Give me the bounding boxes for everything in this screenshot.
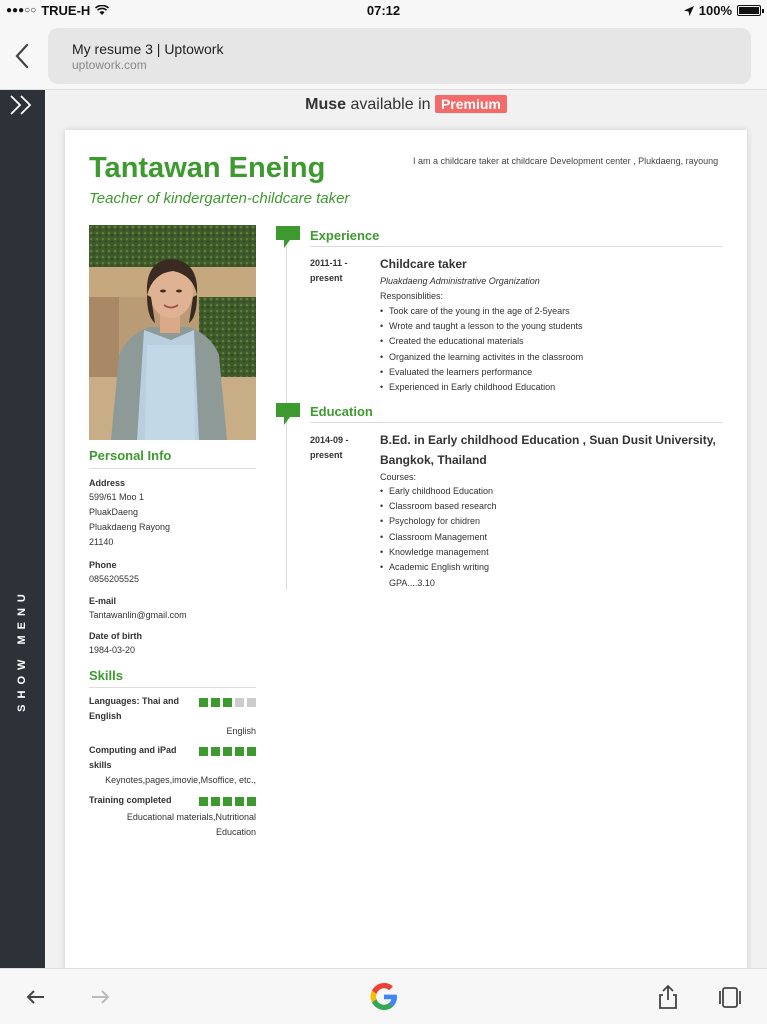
responsibilities-list bbox=[380, 306, 583, 397]
back-chevron-icon[interactable] bbox=[12, 42, 34, 70]
premium-banner bbox=[45, 95, 767, 114]
skill-level-square bbox=[235, 698, 244, 707]
skill-level-square bbox=[199, 747, 208, 756]
page-title: My resume 3 | Uptowork bbox=[72, 41, 224, 57]
carrier-name: TRUE-H bbox=[41, 3, 91, 18]
skill-level-square bbox=[223, 797, 232, 806]
divider bbox=[310, 422, 723, 423]
skill-level-square bbox=[223, 747, 232, 756]
skill-level-square bbox=[211, 698, 220, 707]
back-arrow-icon[interactable] bbox=[22, 983, 50, 1011]
address-line: Pluakdaeng Rayong bbox=[89, 522, 171, 532]
experience-date-end: present bbox=[310, 273, 343, 283]
address-line: 21140 bbox=[89, 537, 114, 547]
skill-name: Training completed bbox=[89, 795, 172, 805]
organization: Pluakdaeng Administrative Organization bbox=[380, 276, 540, 286]
skill-detail: Keynotes,pages,imovie,Msoffice, etc., bbox=[105, 775, 256, 785]
list-item: • Organized the learning activites in the classroom bbox=[380, 352, 583, 367]
dob-label: Date of birth bbox=[89, 631, 142, 641]
divider bbox=[310, 246, 723, 247]
section-flag-icon bbox=[276, 403, 300, 427]
address-line: PluakDaeng bbox=[89, 507, 139, 517]
personal-info-heading: Personal Info bbox=[89, 448, 172, 463]
clock: 07:12 bbox=[366, 3, 401, 18]
skill-level-square bbox=[235, 747, 244, 756]
skill-level-square bbox=[199, 698, 208, 707]
double-chevron-right-icon[interactable] bbox=[9, 94, 35, 116]
skill-level-square bbox=[247, 698, 256, 707]
skills-heading: Skills bbox=[89, 668, 123, 683]
phone-label: Phone bbox=[89, 560, 117, 570]
page-host: uptowork.com bbox=[72, 58, 147, 72]
share-icon[interactable] bbox=[654, 983, 682, 1011]
skill-level-square bbox=[247, 747, 256, 756]
experience-date-start: 2011-11 - bbox=[310, 258, 348, 268]
skill-level-square bbox=[211, 747, 220, 756]
education-date-start: 2014-09 - bbox=[310, 435, 349, 445]
list-item: • Academic English writing bbox=[380, 562, 497, 577]
skill-level-square bbox=[247, 797, 256, 806]
resume-paper bbox=[65, 130, 747, 968]
address-bar[interactable] bbox=[48, 28, 751, 84]
email-value: Tantawanlin@gmail.com bbox=[89, 610, 187, 620]
skill-level-square bbox=[211, 797, 220, 806]
degree-title: B.Ed. in Early childhood Education , Suan Dusit University, Bangkok, Thailand bbox=[380, 433, 716, 467]
list-item: • Knowledge management bbox=[380, 547, 497, 562]
list-item: • Wrote and taught a lesson to the young students bbox=[380, 321, 583, 336]
banner-text: available in bbox=[346, 96, 435, 113]
resume-name: Tantawan Eneing bbox=[89, 152, 326, 184]
list-item: • Experienced in Early childhood Education bbox=[380, 382, 583, 397]
resume-subtitle: Teacher of kindergarten-childcare taker bbox=[89, 190, 350, 207]
courses-list bbox=[380, 486, 497, 577]
skill-level-square bbox=[223, 698, 232, 707]
show-menu-label[interactable]: SHOW MENU bbox=[16, 588, 28, 712]
list-item: • Psychology for chidren bbox=[380, 516, 497, 531]
list-item: • Created the educational materials bbox=[380, 336, 583, 351]
list-item: • Classroom Management bbox=[380, 532, 497, 547]
skill-level-bars bbox=[199, 698, 256, 707]
skill-level-square bbox=[199, 797, 208, 806]
list-item: • Took care of the young in the age of 2-5years bbox=[380, 306, 583, 321]
side-menu[interactable] bbox=[0, 90, 45, 968]
skill-level-bars bbox=[199, 797, 256, 806]
profile-photo bbox=[89, 225, 256, 440]
skill-detail: English bbox=[226, 726, 256, 736]
section-flag-icon bbox=[276, 226, 300, 250]
responsibilities-label: Responsiblities: bbox=[380, 291, 444, 301]
forward-arrow-icon[interactable] bbox=[86, 983, 114, 1011]
location-arrow-icon bbox=[684, 6, 694, 16]
list-item: • Evaluated the learners performance bbox=[380, 367, 583, 382]
resume-summary: I am a childcare taker at childcare Development center , Plukdaeng, rayoung bbox=[413, 156, 719, 166]
battery-percent: 100% bbox=[698, 3, 732, 18]
courses-label: Courses: bbox=[380, 472, 417, 482]
skill-name: Languages: Thai and English bbox=[89, 696, 180, 721]
status-bar bbox=[0, 0, 767, 22]
bottom-toolbar bbox=[0, 968, 767, 1024]
tabs-icon[interactable] bbox=[716, 983, 744, 1011]
premium-badge[interactable]: Premium bbox=[435, 95, 507, 113]
battery-icon bbox=[737, 5, 761, 16]
divider bbox=[89, 687, 256, 688]
google-logo-icon[interactable] bbox=[366, 979, 402, 1015]
list-item: • Early childhood Education bbox=[380, 486, 497, 501]
address-line: 599/61 Moo 1 bbox=[89, 492, 145, 502]
dob-value: 1984-03-20 bbox=[89, 645, 136, 655]
signal-icon: ●●●○○ bbox=[6, 5, 37, 16]
skill-detail: Educational materials,Nutritional Education bbox=[126, 812, 256, 837]
phone-value: 0856205525 bbox=[89, 574, 140, 584]
list-item: • Classroom based research bbox=[380, 501, 497, 516]
skill-level-bars bbox=[199, 747, 256, 756]
education-heading: Education bbox=[310, 404, 373, 419]
experience-heading: Experience bbox=[310, 228, 380, 243]
browser-bar bbox=[0, 22, 767, 90]
main-content bbox=[45, 90, 767, 968]
template-name: Muse bbox=[305, 96, 347, 113]
education-date-end: present bbox=[310, 450, 343, 460]
divider bbox=[89, 468, 256, 469]
job-title: Childcare taker bbox=[380, 257, 467, 271]
skill-name: Computing and iPad skills bbox=[89, 745, 177, 770]
gpa: GPA....3.10 bbox=[389, 578, 435, 588]
address-label: Address bbox=[89, 478, 126, 488]
email-label: E-mail bbox=[89, 596, 117, 606]
skill-level-square bbox=[235, 797, 244, 806]
